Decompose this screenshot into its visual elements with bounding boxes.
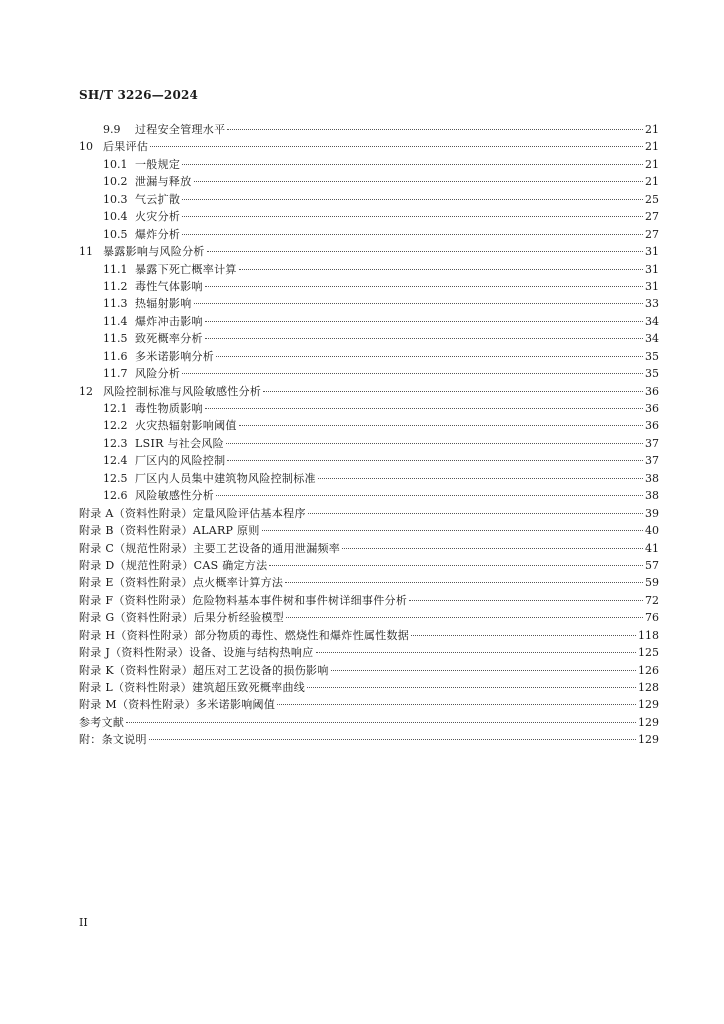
toc-entry-number: 12.4: [103, 454, 128, 468]
toc-dot-leader: [307, 687, 636, 688]
toc-entry-number: 10.5: [103, 227, 128, 241]
toc-entry-title: 一般规定: [135, 157, 181, 171]
toc-entry-number: 11.5: [103, 332, 128, 346]
toc-entry-title: 多米诺影响分析: [135, 349, 215, 363]
toc-dot-leader: [286, 617, 643, 618]
toc-entry[interactable]: [79, 417, 659, 434]
toc-entry-page: 39: [645, 506, 659, 520]
toc-dot-leader: [216, 356, 643, 357]
toc-entry-page: 129: [638, 698, 659, 712]
toc-dot-leader: [316, 652, 636, 653]
toc-entry-page: 128: [638, 681, 659, 694]
toc-entry[interactable]: [79, 295, 659, 312]
toc-entry-title: 附录 G（资料性附录）后果分析经验模型: [79, 611, 284, 625]
toc-dot-leader: [262, 530, 643, 531]
toc-entry[interactable]: [79, 365, 659, 382]
toc-entry-title: 致死概率分析: [135, 332, 203, 346]
toc-entry-page: 36: [645, 419, 659, 433]
toc-entry[interactable]: [79, 574, 659, 591]
toc-entry[interactable]: [79, 121, 659, 138]
toc-entry-title: 附录 B（资料性附录）ALARP 原则: [79, 524, 260, 538]
toc-entry-page: 126: [638, 663, 659, 677]
toc-entry[interactable]: [79, 156, 659, 173]
toc-entry-page: 40: [645, 524, 659, 538]
toc-dot-leader: [409, 600, 643, 601]
toc-entry-page: 21: [645, 140, 659, 154]
toc-entry-page: 21: [645, 123, 659, 136]
toc-entry[interactable]: [79, 226, 659, 243]
toc-entry-page: 21: [645, 157, 659, 171]
toc-entry-title: 风险分析: [135, 367, 181, 381]
toc-entry-page: 27: [645, 227, 659, 241]
toc-entry-number: 10.2: [103, 175, 128, 189]
toc-dot-leader: [239, 425, 643, 426]
toc-entry-number: 11.4: [103, 314, 128, 328]
page-number: II: [79, 916, 88, 929]
toc-dot-leader: [182, 164, 643, 165]
toc-dot-leader: [182, 234, 643, 235]
toc-dot-leader: [318, 478, 643, 479]
toc-entry-page: 129: [638, 733, 659, 747]
toc-entry-title: 热辐射影响: [135, 297, 192, 311]
toc-entry-title: 附录 J（资料性附录）设备、设施与结构热响应: [79, 646, 314, 660]
toc-entry[interactable]: [79, 261, 659, 278]
toc-entry[interactable]: [79, 696, 659, 713]
toc-entry-number: 10.3: [103, 192, 128, 206]
toc-entry-title: 附录 L（资料性附录）建筑超压致死概率曲线: [79, 681, 306, 694]
toc-entry-title: 附：条文说明: [79, 733, 147, 747]
toc-entry-title: 风险敏感性分析: [135, 489, 215, 503]
toc-entry[interactable]: [79, 138, 659, 155]
toc-entry-title: 火灾分析: [135, 210, 181, 224]
toc-entry-number: 11.2: [103, 279, 128, 293]
toc-entry-page: 31: [645, 245, 659, 259]
toc-entry-number: 12.1: [103, 402, 128, 415]
toc-entry-page: 35: [645, 367, 659, 381]
toc-entry[interactable]: [79, 644, 659, 661]
toc-dot-leader: [269, 565, 643, 566]
toc-entry-page: 125: [638, 646, 659, 660]
toc-dot-leader: [182, 373, 643, 374]
toc-entry-page: 31: [645, 279, 659, 293]
toc-dot-leader: [331, 670, 636, 671]
toc-entry-page: 36: [645, 384, 659, 398]
toc-entry-page: 76: [645, 611, 659, 625]
toc-entry-title: 毒性气体影响: [135, 279, 203, 293]
toc-entry[interactable]: [79, 505, 659, 522]
toc-dot-leader: [263, 391, 643, 392]
toc-entry[interactable]: [79, 731, 659, 748]
toc-entry[interactable]: [79, 487, 659, 504]
toc-dot-leader: [277, 704, 636, 705]
toc-dot-leader: [227, 460, 643, 461]
toc-entry-page: 34: [645, 314, 659, 328]
toc-entry[interactable]: [79, 662, 659, 679]
toc-entry-page: 57: [645, 558, 659, 572]
toc-dot-leader: [216, 495, 643, 496]
toc-entry-title: 附录 K（资料性附录）超压对工艺设备的损伤影响: [79, 663, 329, 677]
toc-entry-number: 10: [79, 140, 93, 154]
toc-entry[interactable]: [79, 557, 659, 574]
toc-entry-title: 附录 C（规范性附录）主要工艺设备的通用泄漏频率: [79, 541, 341, 555]
toc-entry-title: 爆炸冲击影响: [135, 314, 203, 328]
toc-entry[interactable]: [79, 313, 659, 330]
toc-entry-number: 10.1: [103, 157, 128, 171]
toc-entry-title: 过程安全管理水平: [135, 123, 226, 136]
toc-entry-page: 21: [645, 175, 659, 189]
toc-entry[interactable]: [79, 522, 659, 539]
toc-entry-page: 59: [645, 576, 659, 590]
toc-entry[interactable]: [79, 243, 659, 260]
toc-entry-number: 12.6: [103, 489, 128, 503]
toc-entry-title: 泄漏与释放: [135, 175, 192, 189]
toc-entry-title: 后果评估: [103, 140, 149, 154]
toc-entry-number: 11.1: [103, 262, 128, 276]
toc-dot-leader: [205, 338, 643, 339]
toc-entry[interactable]: [79, 679, 659, 696]
toc-entry-title: 参考文献: [79, 715, 125, 729]
toc-entry-number: 12: [79, 384, 93, 398]
toc-entry-page: 38: [645, 471, 659, 485]
toc-entry-title: 附录 A（资料性附录）定量风险评估基本程序: [79, 506, 306, 520]
toc-dot-leader: [308, 513, 643, 514]
toc-dot-leader: [239, 269, 643, 270]
toc-dot-leader: [149, 739, 636, 740]
toc-entry-number: 10.4: [103, 210, 128, 224]
toc-entry-title: 暴露影响与风险分析: [103, 245, 205, 259]
toc-dot-leader: [342, 548, 643, 549]
toc-dot-leader: [205, 321, 643, 322]
toc-entry[interactable]: [79, 330, 659, 347]
toc-entry-title: 附录 E（资料性附录）点火概率计算方法: [79, 576, 284, 590]
toc-entry[interactable]: [79, 383, 659, 400]
toc-entry-number: 11.7: [103, 367, 128, 381]
toc-entry[interactable]: [79, 714, 659, 731]
toc-entry[interactable]: [79, 191, 659, 208]
toc-dot-leader: [226, 443, 643, 444]
toc-dot-leader: [126, 722, 636, 723]
toc-dot-leader: [205, 408, 643, 409]
toc-entry-page: 37: [645, 454, 659, 468]
toc-entry[interactable]: [79, 435, 659, 452]
toc-entry-title: 风险控制标准与风险敏感性分析: [103, 384, 262, 398]
toc-entry[interactable]: [79, 348, 659, 365]
toc-entry-page: 118: [638, 628, 659, 642]
toc-entry-page: 33: [645, 297, 659, 311]
toc-entry-number: 11.3: [103, 297, 128, 311]
toc-dot-leader: [227, 129, 643, 130]
toc-entry-title: 暴露下死亡概率计算: [135, 262, 237, 276]
toc-entry-page: 31: [645, 262, 659, 276]
toc-entry-title: 厂区内的风险控制: [135, 454, 226, 468]
toc-entry[interactable]: [79, 400, 659, 417]
toc-dot-leader: [207, 251, 643, 252]
toc-entry[interactable]: [79, 470, 659, 487]
toc-entry-title: 毒性物质影响: [135, 402, 203, 415]
toc-entry-title: 气云扩散: [135, 192, 181, 206]
toc-entry-title: 厂区内人员集中建筑物风险控制标准: [135, 471, 316, 485]
table-of-contents: [79, 121, 659, 749]
toc-dot-leader: [182, 216, 643, 217]
toc-entry-page: 41: [645, 541, 659, 555]
toc-dot-leader: [182, 199, 643, 200]
toc-entry[interactable]: [79, 208, 659, 225]
toc-entry-title: 附录 H（资料性附录）部分物质的毒性、燃烧性和爆炸性属性数据: [79, 628, 410, 642]
toc-entry-page: 36: [645, 402, 659, 415]
toc-entry-title: LSIR 与社会风险: [135, 436, 224, 450]
toc-entry-number: 11.6: [103, 349, 128, 363]
toc-dot-leader: [205, 286, 643, 287]
toc-entry[interactable]: [79, 627, 659, 644]
toc-dot-leader: [194, 181, 644, 182]
toc-entry-page: 37: [645, 436, 659, 450]
toc-entry-page: 27: [645, 210, 659, 224]
toc-dot-leader: [194, 303, 644, 304]
toc-dot-leader: [285, 582, 643, 583]
toc-entry-number: 12.2: [103, 419, 128, 433]
toc-entry-page: 129: [638, 715, 659, 729]
toc-entry-page: 35: [645, 349, 659, 363]
toc-entry-title: 爆炸分析: [135, 227, 181, 241]
toc-dot-leader: [150, 146, 643, 147]
toc-entry-number: 12.5: [103, 471, 128, 485]
toc-entry-page: 38: [645, 489, 659, 503]
toc-entry-title: 火灾热辐射影响阈值: [135, 419, 237, 433]
toc-entry-number: 9.9: [103, 123, 121, 136]
toc-entry[interactable]: [79, 452, 659, 469]
toc-entry[interactable]: [79, 540, 659, 557]
toc-entry-number: 11: [79, 245, 93, 259]
toc-entry-title: 附录 F（资料性附录）危险物料基本事件树和事件树详细事件分析: [79, 593, 408, 607]
toc-entry-title: 附录 M（资料性附录）多米诺影响阈值: [79, 698, 276, 712]
toc-entry[interactable]: [79, 609, 659, 626]
toc-entry[interactable]: [79, 278, 659, 295]
toc-entry[interactable]: [79, 592, 659, 609]
toc-entry-title: 附录 D（规范性附录）CAS 确定方法: [79, 558, 268, 572]
toc-entry-page: 25: [645, 192, 659, 206]
toc-dot-leader: [411, 635, 636, 636]
toc-entry-page: 34: [645, 332, 659, 346]
toc-entry[interactable]: [79, 173, 659, 190]
document-code: SH/T 3226—2024: [79, 88, 199, 102]
toc-entry-page: 72: [645, 593, 659, 607]
toc-entry-number: 12.3: [103, 436, 128, 450]
